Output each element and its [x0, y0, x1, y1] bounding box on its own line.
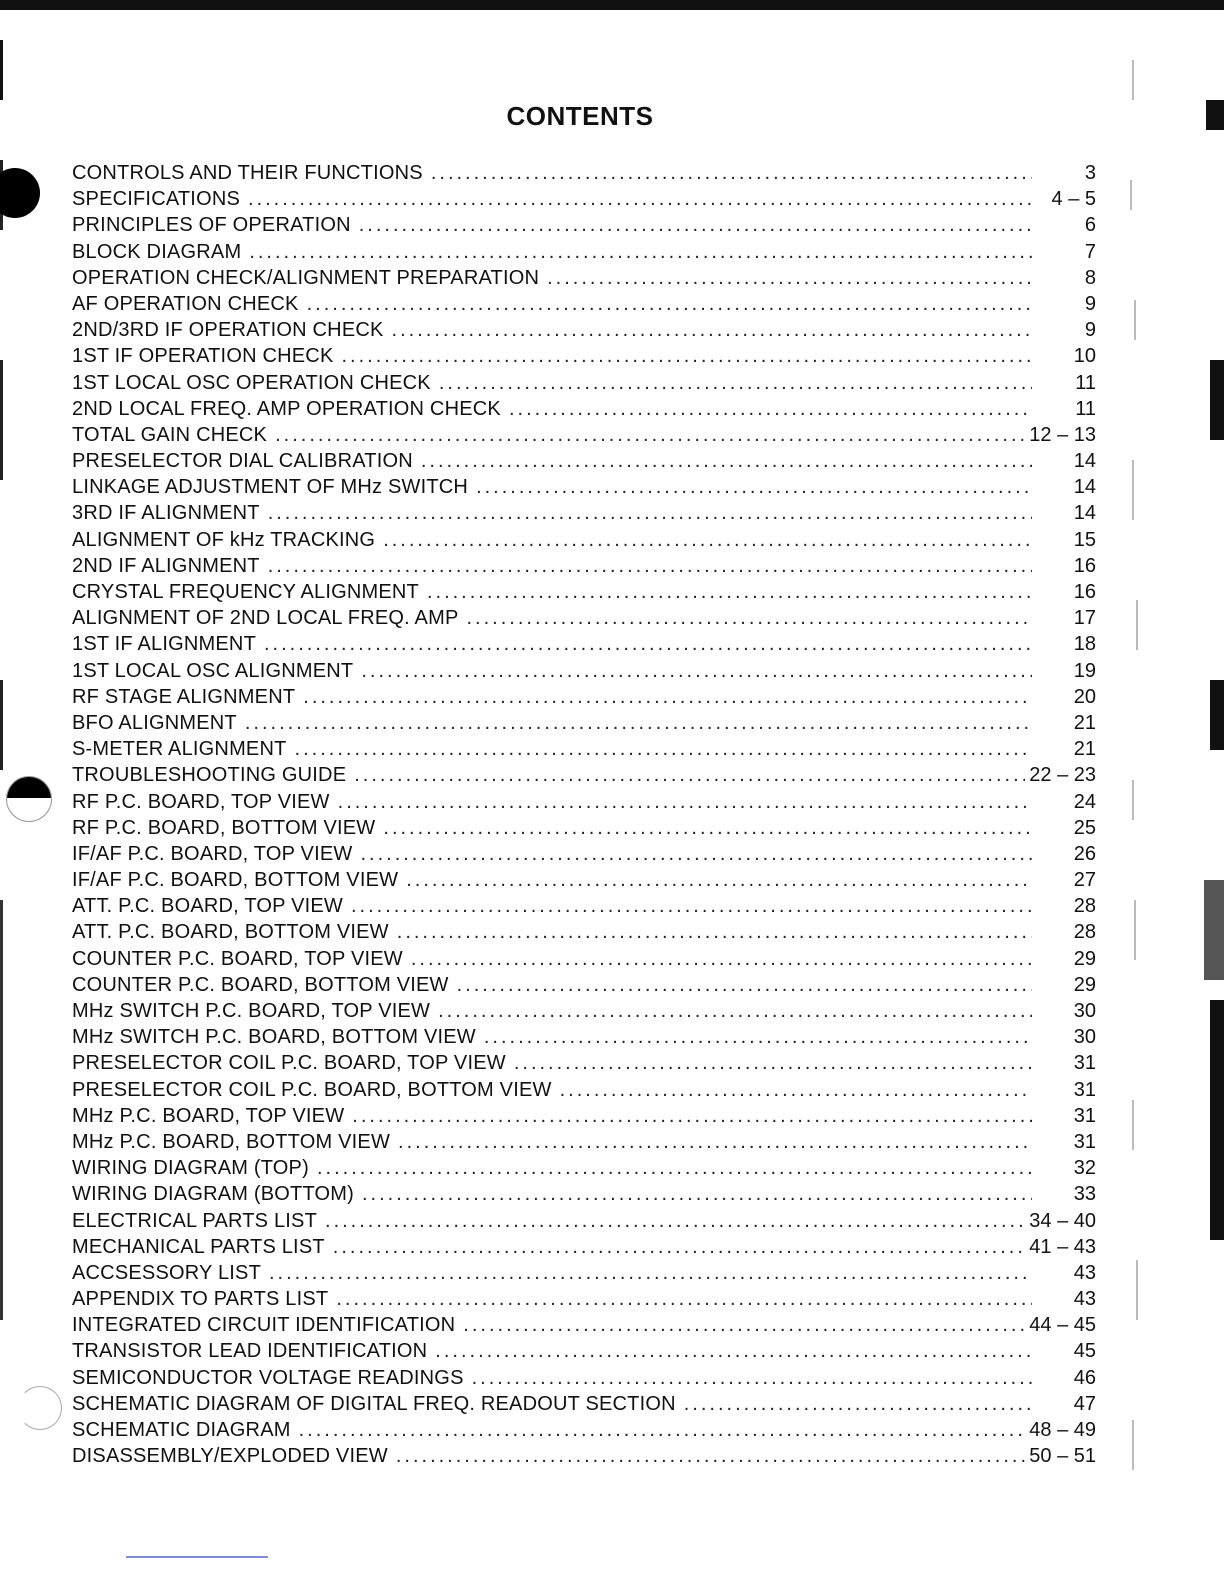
toc-entry: [72, 1286, 1096, 1312]
toc-dot-leader: [406, 867, 1032, 893]
toc-entry: [72, 762, 1096, 788]
toc-dot-leader: [299, 1417, 1026, 1443]
toc-entry-label: RF P.C. BOARD, TOP VIEW: [72, 790, 330, 813]
toc-entry-page: 25: [1073, 816, 1096, 839]
toc-entry: [72, 684, 1096, 710]
toc-entry: [72, 658, 1096, 684]
toc-entry-page: 24: [1073, 790, 1096, 813]
toc-entry-page: 12 – 13: [1029, 423, 1096, 446]
toc-entry: [72, 893, 1096, 919]
toc-entry-page: 16: [1073, 581, 1096, 603]
scan-edge-left: [0, 680, 3, 770]
toc-entry-page: 46: [1073, 1366, 1096, 1389]
toc-entry: [72, 317, 1096, 343]
toc-entry-page: 47: [1073, 1392, 1096, 1415]
toc-entry-page: 10: [1073, 345, 1096, 368]
toc-entry-label: WIRING DIAGRAM (TOP): [72, 1157, 309, 1180]
toc-entry-label: COUNTER P.C. BOARD, BOTTOM VIEW: [72, 973, 449, 996]
toc-dot-leader: [303, 684, 1032, 710]
toc-entry-label: ELECTRICAL PARTS LIST: [72, 1209, 318, 1232]
toc-entry-page: 30: [1073, 1026, 1096, 1049]
toc-dot-leader: [463, 1312, 1025, 1338]
toc-entry-page: 31: [1073, 1130, 1096, 1153]
toc-entry-label: SCHEMATIC DIAGRAM: [72, 1419, 291, 1441]
toc-entry-label: IF/AF P.C. BOARD, BOTTOM VIEW: [72, 869, 399, 892]
toc-entry-page: 16: [1073, 554, 1096, 577]
toc-entry-label: S-METER ALIGNMENT: [72, 738, 287, 761]
toc-entry-label: PRESELECTOR DIAL CALIBRATION: [72, 450, 413, 473]
toc-dot-leader: [245, 710, 1032, 736]
toc-entry-page: 17: [1073, 607, 1096, 630]
toc-entry-page: 27: [1073, 869, 1096, 892]
toc-dot-leader: [383, 815, 1032, 841]
margin-mark: [126, 1556, 268, 1558]
toc-entry: [72, 474, 1096, 500]
toc-entry-label: 1ST LOCAL OSC ALIGNMENT: [72, 659, 354, 682]
toc-entry-label: IF/AF P.C. BOARD, TOP VIEW: [72, 842, 353, 865]
toc-entry-label: COUNTER P.C. BOARD, TOP VIEW: [72, 947, 403, 970]
toc-dot-leader: [560, 1077, 1032, 1103]
toc-entry: [72, 1129, 1096, 1155]
toc-entry-label: MHz SWITCH P.C. BOARD, BOTTOM VIEW: [72, 1026, 476, 1049]
toc-dot-leader: [438, 998, 1032, 1024]
toc-entry-label: 2ND LOCAL FREQ. AMP OPERATION CHECK: [72, 397, 501, 420]
toc-entry-page: 28: [1073, 895, 1096, 918]
toc-entry: [72, 1208, 1096, 1234]
toc-entry: [72, 1417, 1096, 1443]
scan-edge-right: [1206, 100, 1224, 130]
toc-entry-label: SPECIFICATIONS: [72, 188, 241, 211]
toc-dot-leader: [268, 553, 1032, 579]
toc-entry-label: AF OPERATION CHECK: [72, 292, 299, 315]
toc-dot-leader: [295, 736, 1032, 762]
toc-dot-leader: [435, 1338, 1032, 1364]
toc-dot-leader: [472, 1365, 1032, 1391]
toc-entry-page: 22 – 23: [1029, 764, 1096, 787]
toc-entry-page: 9: [1084, 319, 1096, 342]
toc-entry: [72, 1260, 1096, 1286]
toc-entry-page: 9: [1084, 292, 1096, 315]
toc-entry-label: RF STAGE ALIGNMENT: [72, 685, 296, 708]
toc-entry: [72, 1338, 1096, 1364]
punch-hole: [0, 168, 40, 218]
toc-dot-leader: [392, 317, 1032, 343]
toc-dot-leader: [317, 1155, 1032, 1181]
toc-entry-page: 3: [1084, 162, 1096, 184]
toc-entry: [72, 631, 1096, 657]
toc-entry: [72, 1391, 1096, 1417]
toc-entry-label: PRESELECTOR COIL P.C. BOARD, BOTTOM VIEW: [72, 1078, 552, 1101]
toc-entry: [72, 239, 1096, 265]
toc-entry-page: 8: [1084, 266, 1096, 289]
toc-entry-page: 6: [1084, 214, 1096, 237]
toc-dot-leader: [333, 1234, 1025, 1260]
toc-entry-label: ALIGNMENT OF kHz TRACKING: [72, 528, 376, 551]
toc-dot-leader: [514, 1050, 1032, 1076]
toc-entry-label: MHz P.C. BOARD, BOTTOM VIEW: [72, 1130, 391, 1153]
toc-entry-page: 11: [1075, 371, 1096, 394]
toc-dot-leader: [354, 762, 1025, 788]
toc-entry-label: 2ND/3RD IF OPERATION CHECK: [72, 319, 384, 342]
toc-dot-leader: [509, 396, 1032, 422]
toc-entry: [72, 1312, 1096, 1338]
toc-entry: [72, 919, 1096, 945]
binding-specks: [1128, 40, 1158, 1560]
toc-entry: [72, 605, 1096, 631]
toc-entry-label: 3RD IF ALIGNMENT: [72, 502, 260, 525]
scan-edge-left: [0, 40, 3, 100]
toc-entry-page: 14: [1073, 476, 1096, 499]
toc-dot-leader: [421, 448, 1032, 474]
toc-entry-label: CRYSTAL FREQUENCY ALIGNMENT: [72, 581, 419, 603]
scan-edge-right: [1210, 680, 1224, 750]
toc-dot-leader: [431, 160, 1032, 186]
toc-entry: [72, 500, 1096, 526]
toc-entry-page: 4 – 5: [1051, 188, 1096, 211]
toc-entry: [72, 1103, 1096, 1129]
scan-edge-left: [0, 900, 3, 1320]
toc-entry-page: 45: [1073, 1340, 1096, 1363]
toc-dot-leader: [439, 370, 1032, 396]
toc-entry-page: 48 – 49: [1029, 1419, 1096, 1441]
toc-dot-leader: [427, 579, 1032, 605]
toc-entry: [72, 343, 1096, 369]
toc-entry: [72, 867, 1096, 893]
toc-entry-label: ATT. P.C. BOARD, BOTTOM VIEW: [72, 921, 389, 944]
toc-entry-page: 31: [1073, 1078, 1096, 1101]
toc-entry-label: BLOCK DIAGRAM: [72, 240, 242, 263]
toc-dot-leader: [336, 1286, 1032, 1312]
toc-dot-leader: [684, 1391, 1032, 1417]
toc-dot-leader: [338, 789, 1032, 815]
toc-entry: [72, 789, 1096, 815]
toc-entry-label: INTEGRATED CIRCUIT IDENTIFICATION: [72, 1314, 456, 1337]
toc-entry-page: 19: [1073, 659, 1096, 682]
toc-entry-page: 15: [1073, 528, 1096, 551]
toc-entry: [72, 1077, 1096, 1103]
toc-entry-page: 14: [1073, 450, 1096, 473]
toc-entry-label: 1ST IF OPERATION CHECK: [72, 345, 334, 368]
toc-dot-leader: [466, 605, 1032, 631]
scan-edge-left: [0, 360, 3, 480]
toc-entry-label: LINKAGE ADJUSTMENT OF MHz SWITCH: [72, 476, 469, 499]
toc-entry-page: 33: [1073, 1183, 1096, 1206]
toc-entry: [72, 946, 1096, 972]
punch-hole: [18, 1386, 62, 1430]
toc-entry-label: SEMICONDUCTOR VOLTAGE READINGS: [72, 1366, 464, 1389]
toc-entry-label: SCHEMATIC DIAGRAM OF DIGITAL FREQ. READOUT SECTION: [72, 1392, 676, 1415]
toc-dot-leader: [275, 422, 1025, 448]
toc-dot-leader: [383, 527, 1032, 553]
toc-entry: [72, 160, 1096, 186]
toc-entry: [72, 396, 1096, 422]
toc-entry-label: OPERATION CHECK/ALIGNMENT PREPARATION: [72, 266, 540, 289]
toc-entry-label: ACCSESSORY LIST: [72, 1261, 261, 1284]
toc-dot-leader: [484, 1024, 1032, 1050]
toc-entry: [72, 370, 1096, 396]
toc-dot-leader: [351, 893, 1032, 919]
toc-entry-page: 29: [1073, 973, 1096, 996]
toc-entry-label: 2ND IF ALIGNMENT: [72, 554, 260, 577]
toc-entry: [72, 527, 1096, 553]
scan-edge-right: [1210, 1000, 1224, 1240]
toc-entry-label: APPENDIX TO PARTS LIST: [72, 1288, 329, 1311]
toc-entry: [72, 1365, 1096, 1391]
toc-entry-page: 32: [1073, 1157, 1096, 1180]
toc-entry-page: 7: [1084, 240, 1096, 263]
table-of-contents: [72, 160, 1096, 1469]
toc-entry: [72, 815, 1096, 841]
toc-entry-page: 20: [1073, 685, 1096, 708]
toc-entry-page: 28: [1073, 921, 1096, 944]
punch-hole: [6, 776, 52, 822]
toc-entry-page: 11: [1075, 397, 1096, 420]
toc-entry: [72, 265, 1096, 291]
toc-entry: [72, 1024, 1096, 1050]
toc-entry: [72, 998, 1096, 1024]
toc-dot-leader: [248, 186, 1032, 212]
toc-entry-label: BFO ALIGNMENT: [72, 711, 237, 734]
toc-entry: [72, 448, 1096, 474]
toc-entry: [72, 1050, 1096, 1076]
toc-dot-leader: [547, 265, 1032, 291]
toc-dot-leader: [457, 972, 1032, 998]
toc-entry: [72, 1181, 1096, 1207]
toc-entry-page: 31: [1073, 1104, 1096, 1127]
toc-entry: [72, 291, 1096, 317]
toc-entry-label: RF P.C. BOARD, BOTTOM VIEW: [72, 816, 376, 839]
toc-entry: [72, 553, 1096, 579]
toc-entry: [72, 841, 1096, 867]
toc-entry-page: 43: [1073, 1261, 1096, 1284]
toc-dot-leader: [307, 291, 1032, 317]
toc-entry-label: MHz SWITCH P.C. BOARD, TOP VIEW: [72, 1000, 431, 1022]
toc-entry-label: TOTAL GAIN CHECK: [72, 423, 268, 446]
toc-entry: [72, 212, 1096, 238]
toc-entry-label: ALIGNMENT OF 2ND LOCAL FREQ. AMP: [72, 607, 459, 630]
toc-entry-page: 50 – 51: [1029, 1445, 1096, 1468]
toc-dot-leader: [411, 946, 1032, 972]
toc-entry-label: 1ST IF ALIGNMENT: [72, 633, 256, 656]
toc-entry-label: PRINCIPLES OF OPERATION: [72, 214, 351, 237]
toc-dot-leader: [360, 841, 1032, 867]
toc-entry-label: WIRING DIAGRAM (BOTTOM): [72, 1183, 354, 1206]
toc-entry: [72, 422, 1096, 448]
toc-entry: [72, 972, 1096, 998]
toc-entry-page: 34 – 40: [1029, 1209, 1096, 1232]
toc-entry-page: 29: [1073, 947, 1096, 970]
toc-entry-page: 30: [1073, 1000, 1096, 1022]
toc-dot-leader: [269, 1260, 1032, 1286]
toc-entry-label: TROUBLESHOOTING GUIDE: [72, 764, 347, 787]
toc-dot-leader: [361, 658, 1032, 684]
toc-entry-page: 31: [1073, 1052, 1096, 1075]
toc-entry-label: CONTROLS AND THEIR FUNCTIONS: [72, 162, 423, 184]
toc-dot-leader: [476, 474, 1032, 500]
toc-entry-page: 21: [1073, 738, 1096, 761]
toc-dot-leader: [362, 1181, 1032, 1207]
toc-entry-page: 21: [1073, 711, 1096, 734]
toc-entry: [72, 186, 1096, 212]
toc-entry-page: 14: [1073, 502, 1096, 525]
toc-entry: [72, 736, 1096, 762]
toc-entry-page: 18: [1073, 633, 1096, 656]
toc-dot-leader: [341, 343, 1032, 369]
toc-entry-label: DISASSEMBLY/EXPLODED VIEW: [72, 1445, 388, 1468]
toc-dot-leader: [352, 1103, 1032, 1129]
toc-dot-leader: [359, 212, 1032, 238]
toc-entry: [72, 579, 1096, 605]
toc-entry-page: 43: [1073, 1288, 1096, 1311]
scan-edge-right: [1210, 360, 1224, 440]
scan-edge-right: [1204, 880, 1224, 980]
toc-dot-leader: [325, 1208, 1025, 1234]
toc-entry-label: ATT. P.C. BOARD, TOP VIEW: [72, 895, 343, 918]
toc-entry: [72, 710, 1096, 736]
toc-entry-label: MHz P.C. BOARD, TOP VIEW: [72, 1104, 345, 1127]
toc-entry: [72, 1234, 1096, 1260]
scan-edge-top: [0, 0, 1224, 10]
toc-dot-leader: [264, 631, 1032, 657]
page-title: CONTENTS: [506, 101, 654, 132]
toc-entry-page: 26: [1073, 842, 1096, 865]
toc-dot-leader: [268, 500, 1032, 526]
toc-entry-page: 41 – 43: [1029, 1235, 1096, 1258]
toc-entry-label: PRESELECTOR COIL P.C. BOARD, TOP VIEW: [72, 1052, 506, 1075]
toc-entry-page: 44 – 45: [1029, 1314, 1096, 1337]
toc-entry-label: 1ST LOCAL OSC OPERATION CHECK: [72, 371, 431, 394]
toc-dot-leader: [396, 1443, 1025, 1469]
toc-dot-leader: [397, 919, 1032, 945]
toc-dot-leader: [249, 239, 1032, 265]
toc-dot-leader: [398, 1129, 1032, 1155]
toc-entry-label: MECHANICAL PARTS LIST: [72, 1235, 325, 1258]
toc-entry: [72, 1155, 1096, 1181]
toc-entry: [72, 1443, 1096, 1469]
toc-entry-label: TRANSISTOR LEAD IDENTIFICATION: [72, 1340, 428, 1363]
